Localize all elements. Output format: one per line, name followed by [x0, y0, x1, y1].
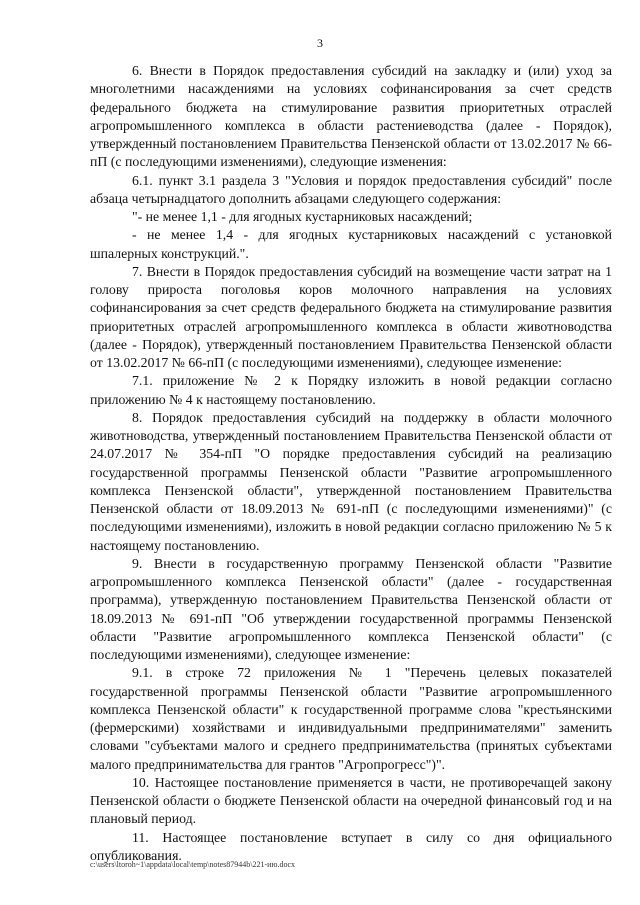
paragraph-9: 9. Внести в государственную программу Пензенской области "Развитие агропромышленного комплекса Пензенской области" (далее - государственная программа), утвержденную постановлением Правительства Пензенской области от 18.09.2013 № 691-пП "Об утверждении государственной программы Пензенской области "Развитие агропромышленного комплекса Пензенской области" (с последующими изменениями), следующее изменение:	[90, 555, 612, 662]
page-number: 3	[317, 36, 323, 50]
paragraph-6-1-item-1: "- не менее 1,1 - для ягодных кустарниковых насаждений;	[132, 209, 473, 224]
paragraph-8: 8. Порядок предоставления субсидий на поддержку в области молочного животноводства, утвержденный постановлением Правительства Пензенской области от 24.07.2017 № 354-пП "О порядке предоставления субсидий на реализацию государственной программы Пензенской области "Развитие агропромышленного комплекса Пензенской области", утвержденной постановлением Правительства Пензенской области от 18.09.2013 № 691-пП (с последующими изменениями)" (с последующими изменениями), изложить в новой редакции согласно приложению № 5 к настоящему постановлению.	[90, 409, 612, 553]
paragraph-7: 7. Внести в Порядок предоставления субсидий на возмещение части затрат на 1 голову прироста поголовья коров молочного направления на условиях софинансирования за счет средств федерального бюджета на стимулирование развития приоритетных отраслей агропромышленного комплекса в области животноводства (далее - Порядок), утвержденный постановлением Правительства Пензенской области от 13.02.2017 № 66-пП (с последующими изменениями), следующее изменение:	[90, 263, 612, 370]
paragraph-11: 11. Настоящее постановление вступает в силу со дня официального опубликования.	[90, 829, 612, 863]
document-body	[90, 62, 612, 865]
paragraph-9-1: 9.1. в строке 72 приложения № 1 "Перечень целевых показателей государственной программы Пензенской области "Развитие агропромышленного комплекса Пензенской области" к государственной программе слова "крестьянскими (фермерскими) хозяйствами и индивидуальными предпринимателями" заменить словами "субъектами малого и среднего предпринимательства (принятых субъектами малого предпринимательства для грантов "Агропрогресс")".	[90, 665, 612, 772]
paragraph-7-1: 7.1. приложение № 2 к Порядку изложить в новой редакции согласно приложению № 4 к настоящему постановлению.	[90, 373, 612, 407]
paragraph-6-1-item-2: - не менее 1,4 - для ягодных кустарниковых насаждений с установкой шпалерных конструкций.".	[90, 227, 612, 261]
paragraph-6: 6. Внести в Порядок предоставления субсидий на закладку и (или) уход за многолетними насаждениями на условиях софинансирования за счет средств федерального бюджета на стимулирование развития приоритетных отраслей агропромышленного комплекса в области растениеводства (далее - Порядок), утвержденный постановлением Правительства Пензенской области от 13.02.2017 № 66-пП (с последующими изменениями), следующие изменения:	[90, 63, 612, 170]
paragraph-10: 10. Настоящее постановление применяется в части, не противоречащей закону Пензенской области о бюджете Пензенской области на очередной финансовый год и на плановый период.	[90, 774, 612, 827]
footer-file-path: c:\users\ltoroh~1\appdata\local\temp\notes87944b\221-ию.docx	[90, 860, 295, 869]
paragraph-6-1: 6.1. пункт 3.1 раздела 3 "Условия и порядок предоставления субсидий" после абзаца четырнадцатого дополнить абзацами следующего содержания:	[90, 172, 612, 206]
